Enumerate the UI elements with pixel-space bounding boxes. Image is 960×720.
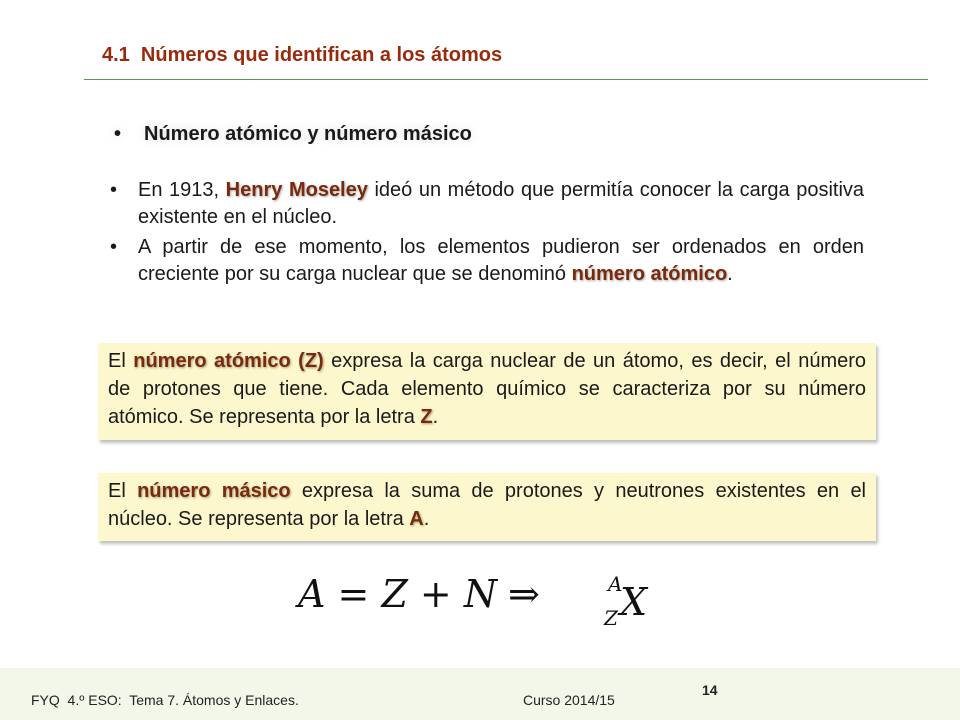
atomic-number-subscript: Z — [604, 606, 618, 630]
slide-title: 4.1 Números que identifican a los átomos — [102, 44, 503, 66]
mass-number-definition-box — [98, 473, 876, 541]
footer-course: FYQ 4.º ESO: Tema 7. Átomos y Enlaces. — [31, 692, 299, 708]
text-run: expresa la carga nuclear de un átomo, es decir, el número de protones que tiene. Cada elemento químico se caracteriza por su número atómico. Se representa por la letra — [108, 350, 867, 428]
slide-footer — [0, 668, 960, 720]
footer-year: Curso 2014/15 — [523, 692, 615, 708]
letter-z: Z — [420, 406, 433, 428]
section-heading-text: Número atómico y número másico — [144, 123, 472, 145]
heading-bullet: • — [114, 123, 122, 145]
text-run: . — [727, 263, 733, 285]
emphasis-term: número atómico — [571, 263, 728, 285]
text-run: . — [432, 406, 439, 428]
mass-number-superscript: A — [608, 572, 623, 596]
paragraph-moseley — [106, 177, 864, 231]
text-run: El — [108, 350, 134, 372]
text-run: expresa la suma de protones y neutrones existentes en el núcleo. Se representa por la letra — [108, 480, 867, 530]
mass-number-term: número másico — [137, 480, 291, 502]
letter-a: A — [409, 508, 424, 530]
text-run: El — [108, 480, 138, 502]
paragraph-ordering — [106, 234, 864, 288]
text-run: En 1913, — [138, 179, 226, 201]
equation-lhs: A = Z + N — [298, 572, 498, 616]
paragraph-text — [106, 177, 864, 231]
element-symbol: X — [620, 580, 648, 624]
text-run: ideó un método que permitía conocer la carga positiva existente en el núcleo. — [138, 179, 865, 228]
paragraph-text — [106, 234, 864, 288]
title-divider — [84, 79, 928, 80]
atomic-number-term: número atómico (Z) — [133, 350, 324, 372]
text-run: A partir de ese momento, los elementos pudieron ser ordenados en orden creciente por su carga nuclear que se denominó — [138, 236, 864, 285]
emphasis-name: Henry Moseley — [225, 179, 368, 201]
nuclide-notation — [600, 572, 660, 632]
text-run: . — [423, 508, 430, 530]
page-number: 14 — [702, 682, 718, 698]
paragraph-bullet: • — [110, 179, 118, 201]
implies-arrow-icon: ⇒ — [508, 572, 540, 616]
section-heading — [114, 123, 472, 146]
paragraph-bullet: • — [110, 236, 118, 258]
atomic-number-definition-box — [98, 343, 876, 440]
